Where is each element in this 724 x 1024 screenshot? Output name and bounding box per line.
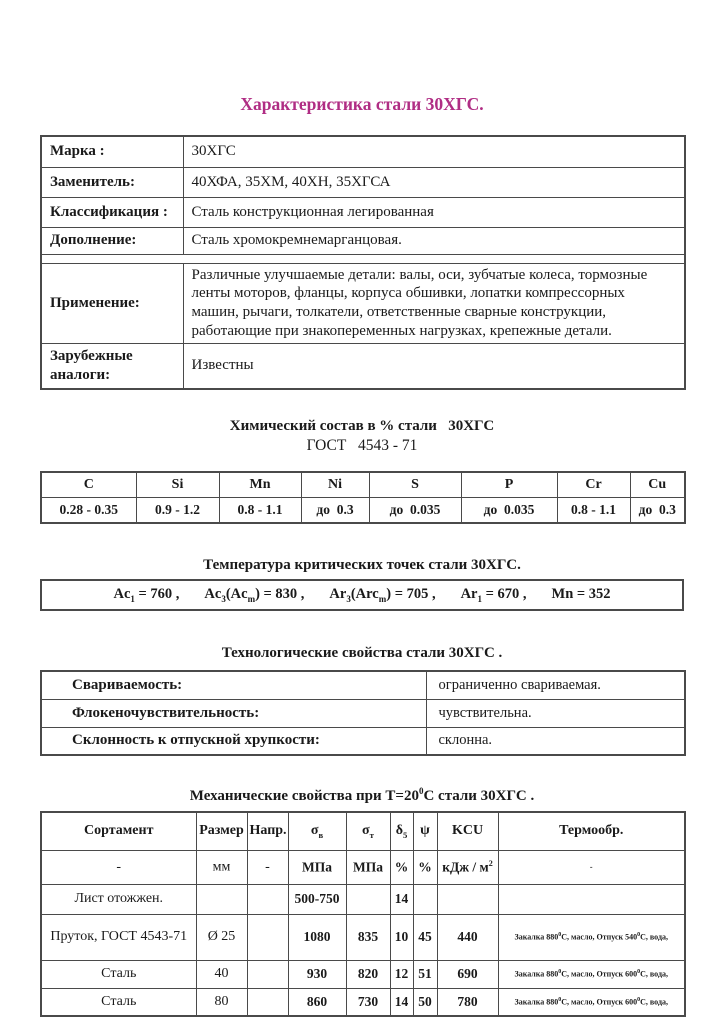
mech-cell — [346, 884, 390, 914]
mech-cell — [247, 884, 288, 914]
chem-header-c: C — [41, 472, 136, 497]
mech-unit: МПа — [288, 850, 346, 884]
mech-cell — [413, 884, 437, 914]
mech-header-razmer: Размер — [196, 812, 247, 850]
info-value: Известны — [183, 343, 685, 389]
info-value: 30ХГС — [183, 136, 685, 167]
info-label: Зарубежные аналоги: — [41, 343, 183, 389]
mech-cell: Сталь — [41, 988, 196, 1016]
mech-header-sigma-v: $\sigma_в$ — [288, 812, 346, 850]
info-label: Применение: — [41, 263, 183, 343]
info-label: Заменитель: — [41, 167, 183, 197]
tech-row-floken — [41, 699, 685, 727]
tech-table — [40, 670, 686, 756]
mech-header-sigma-t: $\sigma_т$ — [346, 812, 390, 850]
mech-cell: 780 — [437, 988, 498, 1016]
mech-cell: 50 — [413, 988, 437, 1016]
info-value: Различные улучшаемые детали: валы, оси, зубчатые колеса, тормозные ленты моторов, фланцы, корпуса обшивки, лопатки компрессорных машин, рычаги, толкатели, ответственные сварные конструкции, работающие при знакопеременных нагрузках, крепежные детали. — [183, 263, 685, 343]
mech-unit: - — [247, 850, 288, 884]
tech-row-svarivaemost — [41, 671, 685, 699]
info-value: 40ХФА, 35ХМ, 40ХН, 35ХГСА — [183, 167, 685, 197]
mech-cell: 500-750 — [288, 884, 346, 914]
mech-cell — [437, 884, 498, 914]
info-label: Дополнение: — [41, 227, 183, 254]
tech-label: Свариваемость: — [41, 671, 426, 699]
mech-unit: МПа — [346, 850, 390, 884]
mech-unit-kcu: кДж / $м^2$ — [437, 850, 498, 884]
chem-header-cr: Cr — [557, 472, 630, 497]
mech-thermo-cell — [498, 884, 685, 914]
chemistry-values-row — [41, 497, 685, 523]
critical-point-mn: Mn = 352 — [551, 586, 611, 603]
mech-header-delta5: $\delta_5$ — [390, 812, 413, 850]
mech-cell: 45 — [413, 914, 437, 960]
tech-row-hrupkost — [41, 727, 685, 755]
mech-cell: 12 — [390, 960, 413, 988]
mech-cell: Лист отожжен. — [41, 884, 196, 914]
mech-cell — [247, 988, 288, 1016]
mech-cell: 14 — [390, 988, 413, 1016]
info-value: Сталь хромокремнемарганцовая. — [183, 227, 685, 254]
mech-section-title: Механические свойства при $Т=20^0С$ стали 30ХГС . — [189, 786, 535, 804]
info-row-primenenie — [41, 263, 685, 343]
chem-header-si: Si — [136, 472, 219, 497]
mech-cell: 40 — [196, 960, 247, 988]
tech-value: чувствительна. — [426, 699, 685, 727]
info-label: Марка : — [41, 136, 183, 167]
mech-unit: - — [41, 850, 196, 884]
mech-cell: 690 — [437, 960, 498, 988]
mech-unit: - — [498, 850, 685, 884]
info-row-klassifikacia — [41, 197, 685, 227]
info-label: Классификация : — [41, 197, 183, 227]
tech-value: склонна. — [426, 727, 685, 755]
mech-cell: Пруток, ГОСТ 4543-71 — [41, 914, 196, 960]
mech-header-row — [41, 812, 685, 850]
mech-row-list — [41, 884, 685, 914]
mech-cell — [247, 960, 288, 988]
tech-label: Флокеночувствительность: — [41, 699, 426, 727]
mech-unit: мм — [196, 850, 247, 884]
mech-cell: 1080 — [288, 914, 346, 960]
mech-table — [40, 811, 686, 1017]
mech-cell — [247, 914, 288, 960]
info-row-analogi — [41, 343, 685, 389]
mech-units-row — [41, 850, 685, 884]
mech-cell: 860 — [288, 988, 346, 1016]
chem-header-p: P — [461, 472, 557, 497]
chem-header-cu: Cu — [630, 472, 685, 497]
mech-unit: % — [390, 850, 413, 884]
mech-unit: % — [413, 850, 437, 884]
chem-value-ni: до 0.3 — [301, 497, 369, 523]
chem-value-cu: до 0.3 — [630, 497, 685, 523]
mech-header-psi: ψ — [413, 812, 437, 850]
mech-cell: 80 — [196, 988, 247, 1016]
mech-row-stal-40 — [41, 960, 685, 988]
mech-cell: 440 — [437, 914, 498, 960]
separator-cell — [41, 254, 685, 263]
separator-row — [41, 254, 685, 263]
mech-header-termoobr: Термообр. — [498, 812, 685, 850]
info-row-dopolnenie — [41, 227, 685, 254]
chem-value-mn: 0.8 - 1.1 — [219, 497, 301, 523]
mech-thermo-cell: Закалка $880^0С$, масло, Отпуск $600^0С$, вода, — [498, 960, 685, 988]
mech-cell: 10 — [390, 914, 413, 960]
chem-value-si: 0.9 - 1.2 — [136, 497, 219, 523]
mech-header-sortament: Сортамент — [41, 812, 196, 850]
chem-header-ni: Ni — [301, 472, 369, 497]
mech-header-kcu: KCU — [437, 812, 498, 850]
info-value: Сталь конструкционная легированная — [183, 197, 685, 227]
critical-point-ac3: $Ac_3(Ac_m) = 830$ , — [204, 586, 305, 604]
chem-value-cr: 0.8 - 1.1 — [557, 497, 630, 523]
tech-label: Склонность к отпускной хрупкости: — [41, 727, 426, 755]
mech-header-napr: Напр. — [247, 812, 288, 850]
mech-cell — [196, 884, 247, 914]
mech-cell: Ø 25 — [196, 914, 247, 960]
critical-point-ac1: $Ac_1 = 760$ , — [113, 586, 180, 604]
chem-header-mn: Mn — [219, 472, 301, 497]
mech-cell: 930 — [288, 960, 346, 988]
mech-cell: 14 — [390, 884, 413, 914]
chem-value-c: 0.28 - 0.35 — [41, 497, 136, 523]
mech-cell: 51 — [413, 960, 437, 988]
mech-cell: 835 — [346, 914, 390, 960]
mech-row-stal-80 — [41, 988, 685, 1016]
critical-point-ar3: $Ar_3(Arc_m) = 705$ , — [329, 586, 436, 604]
chemistry-gost-subtitle: ГОСТ 4543 - 71 — [306, 437, 418, 454]
mech-cell: 820 — [346, 960, 390, 988]
chem-header-s: S — [369, 472, 461, 497]
mech-row-prutok — [41, 914, 685, 960]
page-title: Характеристика стали 30ХГС. — [240, 94, 484, 114]
mech-thermo-cell: Закалка $880^0С$, масло, Отпуск $540^0С$, вода, — [498, 914, 685, 960]
critical-points-title: Температура критических точек стали 30ХГС. — [203, 557, 521, 573]
chemistry-header-row — [41, 472, 685, 497]
chem-value-p: до 0.035 — [461, 497, 557, 523]
info-row-zamenitel — [41, 167, 685, 197]
tech-value: ограниченно свариваемая. — [426, 671, 685, 699]
chemistry-table — [40, 471, 686, 524]
chemistry-section-title: Химический состав в % стали 30ХГС — [229, 418, 495, 434]
mech-thermo-cell: Закалка $880^0С$, масло, Отпуск $600^0С$, вода, — [498, 988, 685, 1016]
mech-cell: 730 — [346, 988, 390, 1016]
info-table — [40, 135, 686, 390]
critical-points-box — [40, 579, 684, 611]
tech-section-title: Технологические свойства стали 30ХГС . — [221, 645, 503, 661]
mech-cell: Сталь — [41, 960, 196, 988]
chem-value-s: до 0.035 — [369, 497, 461, 523]
info-row-marka — [41, 136, 685, 167]
critical-point-ar1: $Ar_1 = 670$ , — [460, 586, 527, 604]
